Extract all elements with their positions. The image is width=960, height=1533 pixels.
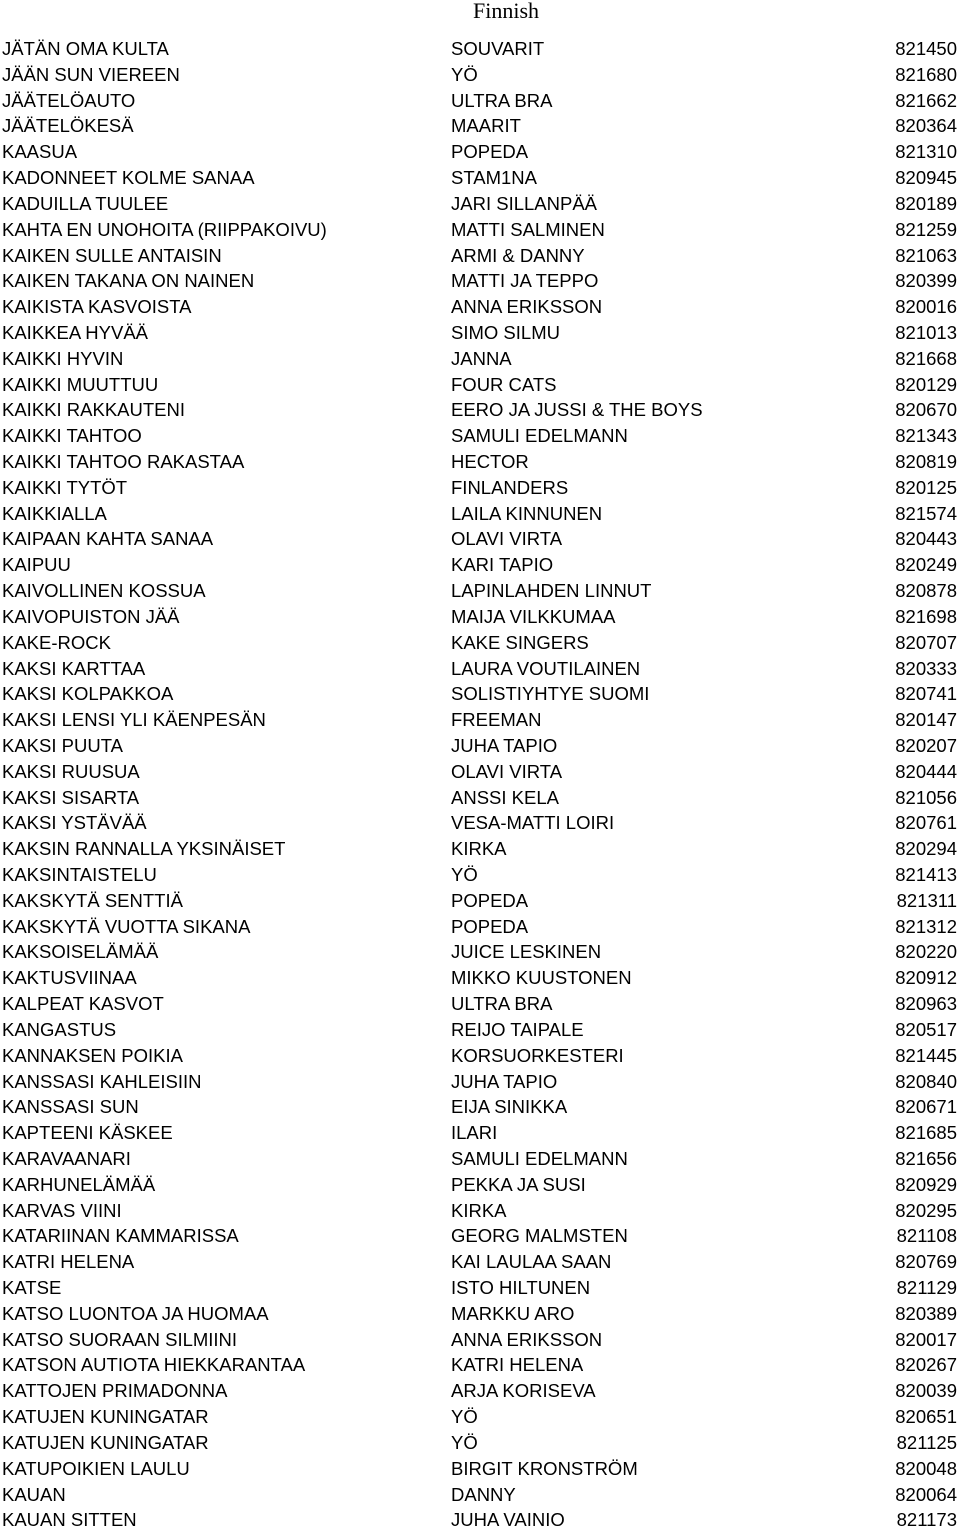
song-code: 821445 [895,1044,957,1066]
song-code: 821685 [895,1122,957,1144]
song-artist: OLAVI VIRTA [451,760,563,782]
song-artist: ANSSI KELA [451,786,559,808]
song-code: 820517 [895,1018,957,1040]
song-list [0,36,960,1533]
song-title: KAIKISTA KASVOISTA [2,296,192,318]
list-item [0,733,960,759]
song-artist: POPEDA [451,889,529,911]
list-item [0,914,960,940]
song-code: 820945 [895,167,957,189]
list-item [0,965,960,991]
song-artist: SIMO SILMU [451,321,560,343]
song-title: KAIPUU [2,554,71,576]
song-artist: EIJA SINIKKA [451,1096,568,1118]
song-code: 820443 [895,528,957,550]
song-artist: KIRKA [451,838,507,860]
list-item [0,191,960,217]
song-artist: SOLISTIYHTYE SUOMI [451,683,650,705]
song-title: KAIKKIALLA [2,502,107,524]
song-title: KAIKKEA HYVÄÄ [2,321,149,343]
song-artist: MARKKU ARO [451,1302,575,1324]
song-artist: ARMI & DANNY [451,244,585,266]
song-title: KANSSASI SUN [2,1096,139,1118]
song-code: 820761 [895,812,957,834]
song-title: JÄTÄN OMA KULTA [2,38,169,59]
song-artist: OLAVI VIRTA [451,528,563,550]
song-code: 821173 [896,1509,957,1531]
song-code: 821680 [895,63,957,85]
song-artist: YÖ [451,1406,478,1428]
song-code: 820147 [895,709,957,731]
song-artist: EERO JA JUSSI & THE BOYS [451,399,703,421]
song-title: KAIKKI TYTÖT [2,476,128,498]
song-artist: JARI SILLANPÄÄ [451,192,598,214]
list-item [0,1378,960,1404]
song-artist: ARJA KORISEVA [451,1380,596,1402]
song-artist: KARI TAPIO [451,554,554,576]
list-item [0,1198,960,1224]
song-artist: LAILA KINNUNEN [451,502,603,524]
song-title: KATARIINAN KAMMARISSA [2,1225,239,1247]
song-code: 820189 [895,192,957,214]
list-item [0,423,960,449]
song-artist: ANNA ERIKSSON [451,1328,603,1350]
song-code: 820016 [895,296,957,318]
song-code: 820912 [895,967,957,989]
song-code: 820364 [895,115,957,137]
song-title: JÄÄN SUN VIEREEN [2,63,180,85]
song-code: 820671 [895,1096,957,1118]
song-code: 820267 [895,1354,957,1376]
song-title: KAKSI YSTÄVÄÄ [2,812,147,834]
song-title: JÄÄTELÖKESÄ [2,115,134,137]
song-code: 820651 [895,1406,957,1428]
song-artist: LAPINLAHDEN LINNUT [451,580,652,602]
song-title: KAKSINTAISTELU [2,864,157,885]
list-item [0,372,960,398]
song-artist: SOUVARIT [451,38,545,59]
song-title: KAIKKI TAHTOO RAKASTAA [2,451,245,472]
list-item [0,656,960,682]
song-title: KATUJEN KUNINGATAR [2,1431,209,1453]
song-title: KATSO SUORAAN SILMIINI [2,1328,238,1350]
song-title: KAKTUSVIINAA [2,967,137,989]
song-artist: PEKKA JA SUSI [451,1173,586,1195]
song-artist: POPEDA [451,141,529,163]
song-artist: MATTI JA TEPPO [451,270,599,292]
song-artist: KORSUORKESTERI [451,1044,624,1066]
song-title: KAIVOPUISTON JÄÄ [2,605,180,627]
song-code: 821259 [895,218,957,240]
song-code: 821668 [895,347,957,369]
song-artist: REIJO TAIPALE [451,1018,584,1040]
song-code: 820039 [895,1380,957,1402]
list-item [0,88,960,114]
song-title: JÄÄTELÖAUTO [2,89,136,111]
song-title: KARVAS VIINI [2,1199,122,1221]
song-title: KAKSKYTÄ VUOTTA SIKANA [2,915,251,937]
list-item [0,1017,960,1043]
song-code: 821013 [895,321,957,343]
song-title: KAIKEN TAKANA ON NAINEN [2,270,255,292]
song-artist: JUHA VAINIO [451,1509,565,1531]
song-artist: ULTRA BRA [451,993,553,1015]
song-code: 821125 [896,1431,957,1453]
list-item [0,1275,960,1301]
song-code: 820929 [895,1173,957,1195]
song-title: KAKSI SISARTA [2,786,140,808]
song-title: KAKSI KOLPAKKOA [2,683,174,705]
list-item [0,604,960,630]
song-artist: KAI LAULAA SAAN [451,1251,612,1273]
song-code: 821063 [895,244,957,266]
song-code: 820670 [895,399,957,421]
song-artist: FOUR CATS [451,373,557,395]
song-code: 820840 [895,1070,957,1092]
list-item [0,759,960,785]
song-title: KADUILLA TUULEE [2,192,169,214]
list-item [0,1249,960,1275]
song-title: KAIPAAN KAHTA SANAA [2,528,214,550]
song-code: 821056 [895,786,957,808]
song-title: KAKSI KARTTAA [2,657,146,679]
song-title: KATSON AUTIOTA HIEKKARANTAA [2,1354,306,1376]
song-code: 821656 [895,1147,957,1169]
song-artist: YÖ [451,1431,478,1453]
song-code: 820819 [895,451,957,472]
song-artist: LAURA VOUTILAINEN [451,657,641,679]
song-title: KATRI HELENA [2,1251,135,1273]
song-title: KAIKKI MUUTTUU [2,373,159,395]
song-title: KANGASTUS [2,1018,117,1040]
list-item [0,243,960,269]
song-code: 821698 [895,605,957,627]
list-item [0,1404,960,1430]
song-code: 821662 [895,89,957,111]
list-item [0,1043,960,1069]
song-code: 820769 [895,1251,957,1273]
song-artist: JANNA [451,347,512,369]
song-artist: SAMULI EDELMANN [451,425,628,447]
song-title: KAKSIN RANNALLA YKSINÄISET [2,838,286,860]
song-title: KAIKKI RAKKAUTENI [2,399,185,421]
list-item [0,1482,960,1508]
list-item [0,346,960,372]
list-item [0,1301,960,1327]
list-item [0,1327,960,1353]
list-item [0,217,960,243]
list-item [0,1507,960,1533]
song-artist: FINLANDERS [451,476,569,498]
song-code: 821574 [895,502,957,524]
list-item [0,552,960,578]
list-item [0,862,960,888]
list-item [0,1172,960,1198]
song-code: 821310 [895,141,957,163]
list-item [0,888,960,914]
list-item [0,165,960,191]
song-artist: ULTRA BRA [451,89,553,111]
song-artist: JUHA TAPIO [451,734,558,756]
list-item [0,475,960,501]
song-title: KARAVAANARI [2,1147,131,1169]
song-code: 820399 [895,270,957,292]
song-title: KAPTEENI KÄSKEE [2,1122,173,1144]
list-item [0,501,960,527]
list-item [0,836,960,862]
song-artist: DANNY [451,1483,516,1505]
song-code: 820064 [895,1483,957,1505]
song-artist: ILARI [451,1122,498,1144]
song-artist: JUHA TAPIO [451,1070,558,1092]
song-code: 820129 [895,373,957,395]
song-code: 821343 [895,425,957,447]
song-title: KATUPOIKIEN LAULU [2,1457,190,1479]
list-item [0,268,960,294]
song-title: KADONNEET KOLME SANAA [2,167,255,189]
list-item [0,294,960,320]
song-code: 820295 [895,1199,957,1221]
song-artist: KIRKA [451,1199,507,1221]
list-item [0,62,960,88]
song-title: KAIKEN SULLE ANTAISIN [2,244,222,266]
song-artist: MAIJA VILKKUMAA [451,605,616,627]
song-artist: HECTOR [451,451,529,472]
list-item [0,1430,960,1456]
song-artist: STAM1NA [451,167,538,189]
list-item [0,526,960,552]
song-artist: SAMULI EDELMANN [451,1147,628,1169]
song-code: 821129 [896,1277,957,1298]
song-title: KAKSI RUUSUA [2,760,140,782]
list-item [0,1094,960,1120]
list-item [0,785,960,811]
list-item [0,449,960,475]
song-title: KAUAN [2,1483,66,1505]
list-item [0,939,960,965]
song-code: 821108 [896,1225,957,1247]
list-item [0,36,960,62]
list-item [0,1146,960,1172]
song-title: KAIVOLLINEN KOSSUA [2,580,206,602]
song-artist: GEORG MALMSTEN [451,1225,628,1247]
list-item [0,707,960,733]
song-code: 821311 [896,889,957,911]
song-code: 821413 [895,864,957,885]
song-artist: FREEMAN [451,709,542,731]
song-title: KALPEAT KASVOT [2,993,164,1015]
song-artist: KAKE SINGERS [451,631,589,653]
song-code: 820741 [895,683,957,705]
song-title: KATSO LUONTOA JA HUOMAA [2,1302,269,1324]
song-artist: VESA-MATTI LOIRI [451,812,615,834]
song-artist: POPEDA [451,915,529,937]
song-artist: JUICE LESKINEN [451,941,602,963]
song-title: KAIKKI HYVIN [2,347,124,369]
list-item [0,1352,960,1378]
song-title: KAIKKI TAHTOO [2,425,142,447]
song-code: 821312 [895,915,957,937]
list-item [0,1069,960,1095]
song-code: 820878 [895,580,957,602]
song-title: KANNAKSEN POIKIA [2,1044,183,1066]
song-title: KAKE-ROCK [2,631,111,653]
list-item [0,810,960,836]
song-artist: YÖ [451,864,478,885]
song-artist: ANNA ERIKSSON [451,296,603,318]
song-title: KAKSOISELÄMÄÄ [2,941,159,963]
song-title: KATTOJEN PRIMADONNA [2,1380,228,1402]
song-code: 820249 [895,554,957,576]
list-item [0,139,960,165]
list-item [0,320,960,346]
song-code: 820294 [895,838,957,860]
song-code: 820017 [895,1328,957,1350]
song-title: KAASUA [2,141,78,163]
song-title: KAKSI PUUTA [2,734,123,756]
song-title: KARHUNELÄMÄÄ [2,1173,156,1195]
song-artist: MATTI SALMINEN [451,218,605,240]
song-code: 820125 [895,476,957,498]
song-artist: BIRGIT KRONSTRÖM [451,1457,638,1479]
song-code: 820963 [895,993,957,1015]
song-code: 821450 [895,38,957,59]
song-artist: MAARIT [451,115,521,137]
list-item [0,991,960,1017]
song-title: KAHTA EN UNOHOITA (RIIPPAKOIVU) [2,218,327,240]
song-title: KAKSI LENSI YLI KÄENPESÄN [2,709,266,731]
song-code: 820444 [895,760,957,782]
list-item [0,397,960,423]
song-title: KAKSKYTÄ SENTTIÄ [2,889,183,911]
list-item [0,1120,960,1146]
song-artist: ISTO HILTUNEN [451,1277,591,1298]
song-artist: YÖ [451,63,478,85]
list-item [0,1456,960,1482]
song-title: KAUAN SITTEN [2,1509,137,1531]
page-title: Finnish [472,0,540,23]
song-code: 820048 [895,1457,957,1479]
list-item [0,113,960,139]
song-code: 820333 [895,657,957,679]
list-item [0,630,960,656]
song-code: 820707 [895,631,957,653]
song-artist: KATRI HELENA [451,1354,584,1376]
list-item [0,578,960,604]
song-title: KANSSASI KAHLEISIIN [2,1070,202,1092]
list-item [0,681,960,707]
song-code: 820207 [895,734,957,756]
song-artist: MIKKO KUUSTONEN [451,967,632,989]
song-title: KATUJEN KUNINGATAR [2,1406,209,1428]
song-code: 820389 [895,1302,957,1324]
song-title: KATSE [2,1277,62,1298]
list-item [0,1223,960,1249]
song-code: 820220 [895,941,957,963]
